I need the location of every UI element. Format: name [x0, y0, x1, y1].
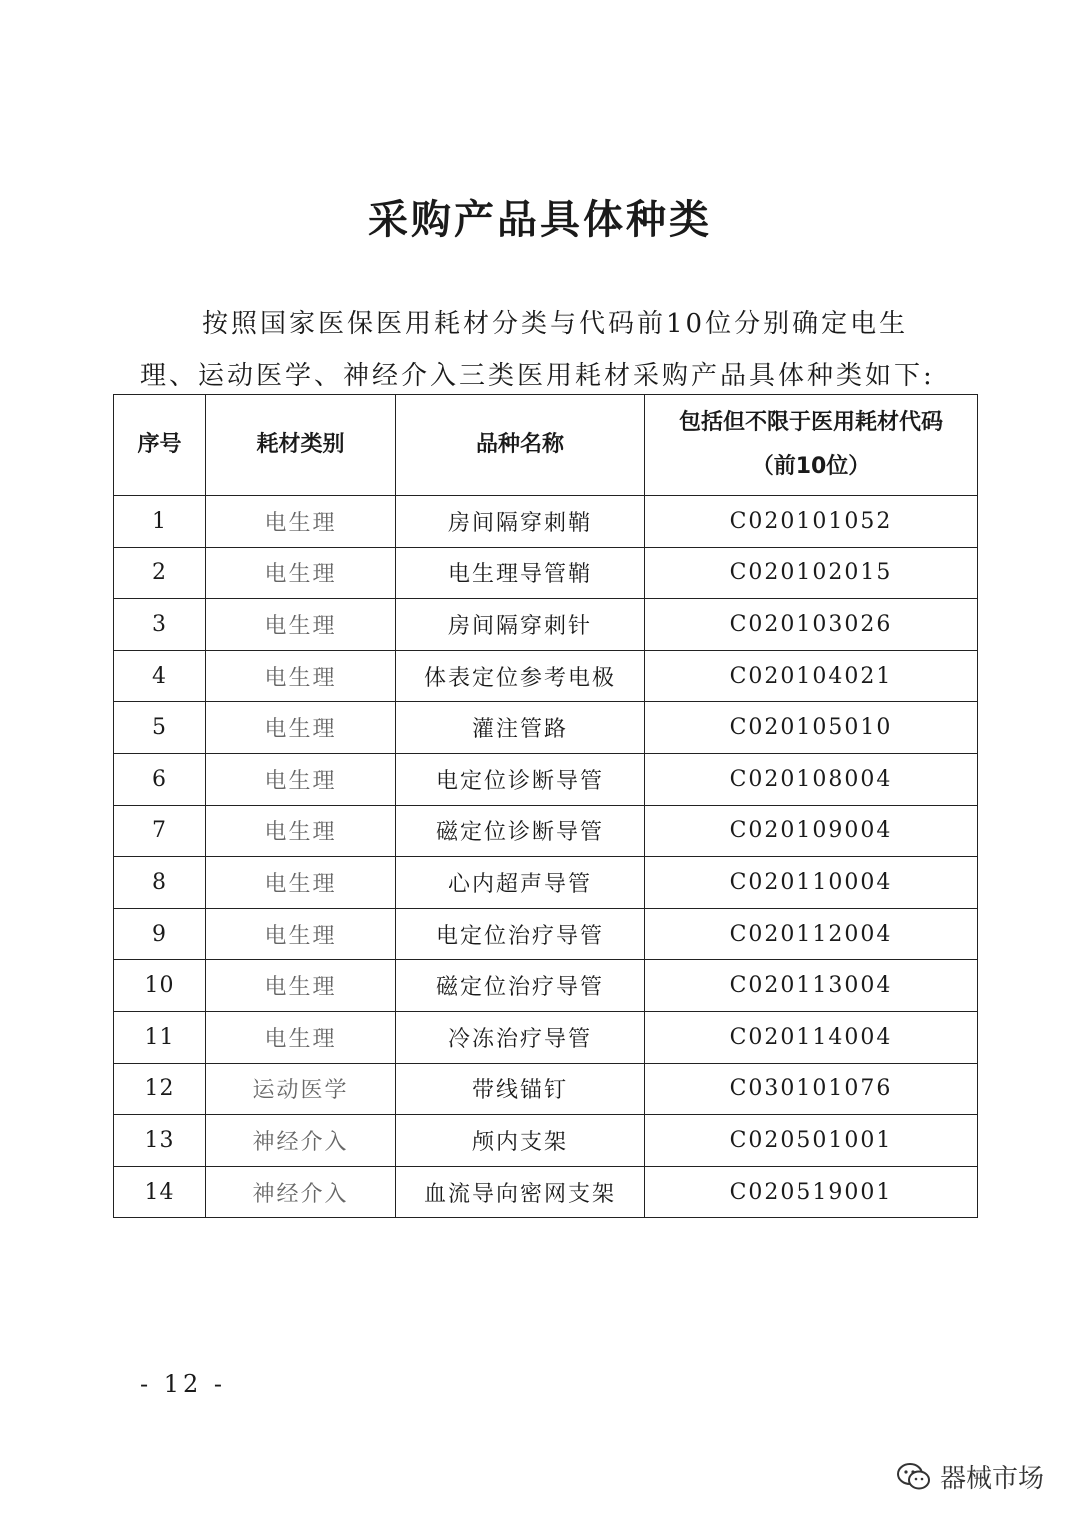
cell-no: 8	[114, 857, 206, 909]
cell-name: 磁定位诊断导管	[396, 805, 645, 857]
cell-category: 电生理	[206, 1011, 396, 1063]
page-title: 采购产品具体种类	[368, 197, 712, 243]
table-body	[114, 496, 978, 1218]
cell-no: 2	[114, 547, 206, 599]
table-row	[114, 496, 978, 548]
table-row	[114, 650, 978, 702]
cell-name: 血流导向密网支架	[396, 1166, 645, 1218]
cell-category: 电生理	[206, 753, 396, 805]
cell-category: 电生理	[206, 908, 396, 960]
cell-no: 13	[114, 1115, 206, 1167]
page-number: - 12 -	[140, 1370, 227, 1398]
intro-line-2: 理、运动医学、神经介入三类医用耗材采购产品具体种类如下:	[140, 361, 935, 391]
table-row	[114, 805, 978, 857]
cell-category: 电生理	[206, 496, 396, 548]
cell-category: 电生理	[206, 702, 396, 754]
cell-no: 6	[114, 753, 206, 805]
intro-paragraph	[140, 298, 950, 402]
cell-code: C020114004	[645, 1011, 978, 1063]
cell-category: 电生理	[206, 857, 396, 909]
table-header-row	[114, 395, 978, 496]
cell-name: 电定位诊断导管	[396, 753, 645, 805]
cell-name: 磁定位治疗导管	[396, 960, 645, 1012]
table-row	[114, 960, 978, 1012]
cell-code: C020108004	[645, 753, 978, 805]
cell-code: C020110004	[645, 857, 978, 909]
cell-name: 体表定位参考电极	[396, 650, 645, 702]
wechat-icon	[896, 1462, 932, 1492]
cell-no: 14	[114, 1166, 206, 1218]
cell-category: 电生理	[206, 805, 396, 857]
cell-code: C020113004	[645, 960, 978, 1012]
cell-name: 心内超声导管	[396, 857, 645, 909]
table-row	[114, 599, 978, 651]
cell-no: 10	[114, 960, 206, 1012]
cell-category: 运动医学	[206, 1063, 396, 1115]
cell-no: 11	[114, 1011, 206, 1063]
intro-line-1: 按照国家医保医用耗材分类与代码前10位分别确定电生	[202, 309, 909, 339]
cell-name: 冷冻治疗导管	[396, 1011, 645, 1063]
watermark-text: 器械市场	[940, 1464, 1045, 1494]
cell-code: C020112004	[645, 908, 978, 960]
product-table	[113, 394, 978, 1218]
header-code-line-1: 包括但不限于医用耗材代码	[678, 410, 943, 435]
table-row	[114, 1011, 978, 1063]
cell-code: C020104021	[645, 650, 978, 702]
cell-name: 电定位治疗导管	[396, 908, 645, 960]
watermark	[896, 1458, 1044, 1495]
table-row	[114, 1166, 978, 1218]
cell-code: C020101052	[645, 496, 978, 548]
table-row	[114, 857, 978, 909]
header-code-line-2: （前10位）	[751, 454, 871, 479]
cell-code: C020102015	[645, 547, 978, 599]
cell-no: 12	[114, 1063, 206, 1115]
table-row	[114, 908, 978, 960]
cell-no: 4	[114, 650, 206, 702]
cell-name: 房间隔穿刺针	[396, 599, 645, 651]
cell-category: 电生理	[206, 960, 396, 1012]
cell-name: 灌注管路	[396, 702, 645, 754]
cell-code: C020103026	[645, 599, 978, 651]
table-row	[114, 753, 978, 805]
cell-category: 神经介入	[206, 1115, 396, 1167]
header-no: 序号	[114, 395, 206, 496]
cell-no: 9	[114, 908, 206, 960]
table-row	[114, 1115, 978, 1167]
header-category: 耗材类别	[206, 395, 396, 496]
header-name: 品种名称	[396, 395, 645, 496]
cell-no: 7	[114, 805, 206, 857]
cell-category: 电生理	[206, 650, 396, 702]
header-code	[645, 395, 978, 496]
table-row	[114, 1063, 978, 1115]
cell-code: C020105010	[645, 702, 978, 754]
cell-category: 神经介入	[206, 1166, 396, 1218]
cell-code: C020501001	[645, 1115, 978, 1167]
cell-name: 颅内支架	[396, 1115, 645, 1167]
cell-no: 3	[114, 599, 206, 651]
cell-no: 1	[114, 496, 206, 548]
table-row	[114, 547, 978, 599]
cell-code: C020109004	[645, 805, 978, 857]
table-row	[114, 702, 978, 754]
cell-name: 带线锚钉	[396, 1063, 645, 1115]
cell-code: C020519001	[645, 1166, 978, 1218]
cell-name: 房间隔穿刺鞘	[396, 496, 645, 548]
cell-category: 电生理	[206, 599, 396, 651]
cell-category: 电生理	[206, 547, 396, 599]
cell-code: C030101076	[645, 1063, 978, 1115]
cell-no: 5	[114, 702, 206, 754]
cell-name: 电生理导管鞘	[396, 547, 645, 599]
